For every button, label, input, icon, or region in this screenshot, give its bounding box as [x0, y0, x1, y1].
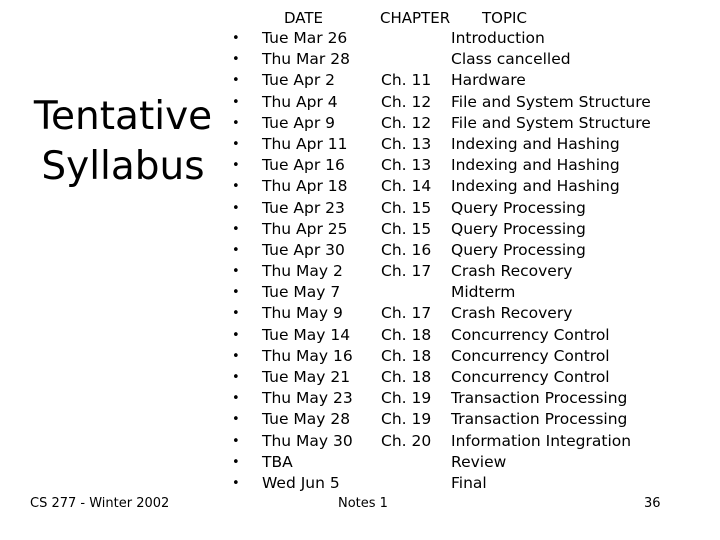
row-date: Thu May 16: [262, 346, 353, 365]
list-item: [0, 325, 720, 346]
row-chapter: Ch. 18: [381, 346, 432, 365]
row-chapter: Ch. 12: [381, 92, 432, 111]
title-line-2: Syllabus: [41, 144, 205, 189]
row-topic: Final: [451, 473, 487, 492]
row-date: Tue May 28: [262, 410, 351, 429]
row-chapter: Ch. 17: [381, 304, 432, 323]
row-chapter: Ch. 11: [381, 71, 432, 90]
row-date: Tue Apr 2: [262, 71, 336, 90]
bullet-icon: •: [232, 412, 240, 428]
row-chapter: Ch. 18: [381, 368, 432, 386]
bullet-icon: •: [232, 73, 240, 89]
row-date: Tue Apr 9: [262, 113, 336, 132]
row-date: Thu Apr 4: [262, 92, 338, 111]
bullet-icon: •: [232, 454, 240, 470]
row-date: Tue Apr 30: [262, 240, 345, 259]
row-topic: Review: [451, 452, 507, 471]
row-topic: Query Processing: [451, 219, 586, 238]
list-item: [0, 219, 720, 240]
list-item: [0, 92, 720, 113]
bullet-icon: •: [232, 348, 240, 364]
title-line-1: Tentative: [33, 94, 213, 139]
row-topic: Information Integration: [451, 431, 632, 450]
header-topic: TOPIC: [482, 9, 527, 27]
row-topic: Midterm: [451, 283, 516, 302]
bullet-icon: •: [232, 52, 240, 68]
bullet-icon: •: [232, 306, 240, 322]
row-topic: Introduction: [451, 29, 545, 47]
list-item: [0, 155, 720, 176]
list-item: [0, 452, 720, 473]
bullet-icon: •: [232, 94, 240, 110]
row-topic: Concurrency Control: [451, 325, 610, 344]
row-chapter: Ch. 15: [381, 198, 432, 217]
row-date: Wed Jun 5: [262, 473, 340, 492]
footer-page-number: 36: [644, 496, 661, 511]
bullet-icon: •: [232, 327, 240, 343]
list-item: [0, 261, 720, 282]
row-topic: Concurrency Control: [451, 346, 610, 365]
row-chapter: Ch. 13: [381, 134, 432, 153]
row-topic: Concurrency Control: [451, 368, 610, 386]
row-date: Thu Apr 18: [262, 177, 348, 196]
list-item: [0, 388, 720, 409]
row-topic: Transaction Processing: [451, 389, 628, 408]
bullet-icon: •: [232, 285, 240, 301]
row-date: Tue May 7: [262, 283, 341, 302]
list-item: [0, 367, 720, 388]
bullet-icon: •: [232, 31, 240, 46]
row-topic: Indexing and Hashing: [451, 177, 620, 196]
list-item: [0, 176, 720, 197]
bullet-icon: •: [232, 179, 240, 195]
syllabus-list: [0, 28, 720, 494]
row-date: Thu Apr 11: [262, 134, 348, 153]
bullet-icon: •: [232, 370, 240, 385]
header-date: DATE: [284, 9, 324, 27]
bullet-icon: •: [232, 264, 240, 280]
list-item: [0, 282, 720, 303]
row-date: Thu May 2: [262, 262, 343, 281]
row-date: Tue May 21: [262, 368, 351, 386]
bullet-icon: •: [232, 391, 240, 407]
bullet-icon: •: [232, 158, 240, 174]
row-topic: Crash Recovery: [451, 262, 573, 281]
row-topic: Indexing and Hashing: [451, 134, 620, 153]
row-date: Thu Mar 28: [262, 50, 350, 69]
list-item: [0, 49, 720, 70]
bullet-icon: •: [232, 200, 240, 216]
bullet-icon: •: [232, 136, 240, 152]
row-chapter: Ch. 13: [381, 156, 432, 175]
row-topic: Crash Recovery: [451, 304, 573, 323]
row-date: Tue Apr 16: [262, 156, 345, 175]
footer-notes: Notes 1: [338, 496, 388, 511]
row-topic: Class cancelled: [451, 50, 571, 69]
row-topic: File and System Structure: [451, 113, 651, 132]
row-date: Thu May 30: [262, 431, 353, 450]
row-date: Thu Apr 25: [262, 219, 348, 238]
list-item: [0, 70, 720, 91]
row-date: Thu May 9: [262, 304, 343, 323]
bullet-icon: •: [232, 115, 240, 131]
row-chapter: Ch. 19: [381, 389, 432, 408]
row-date: TBA: [262, 452, 293, 471]
row-topic: File and System Structure: [451, 92, 651, 111]
row-topic: Query Processing: [451, 198, 586, 217]
row-chapter: Ch. 16: [381, 240, 432, 259]
row-date: Tue Mar 26: [262, 29, 348, 47]
list-item: [0, 409, 720, 430]
row-chapter: Ch. 19: [381, 410, 432, 429]
footer-course: CS 277 - Winter 2002: [30, 496, 170, 511]
row-topic: Hardware: [451, 71, 526, 90]
list-item: [0, 134, 720, 155]
list-item: [0, 198, 720, 219]
row-chapter: Ch. 17: [381, 262, 432, 281]
bullet-icon: •: [232, 433, 240, 449]
bullet-icon: •: [232, 221, 240, 237]
row-chapter: Ch. 15: [381, 219, 432, 238]
row-topic: Transaction Processing: [451, 410, 628, 429]
row-chapter: Ch. 14: [381, 177, 432, 196]
header-chapter: CHAPTER: [380, 9, 451, 27]
row-topic: Indexing and Hashing: [451, 156, 620, 175]
row-date: Thu May 23: [262, 389, 353, 408]
list-item: [0, 303, 720, 324]
list-item: [0, 28, 720, 49]
row-topic: Query Processing: [451, 240, 586, 259]
list-item: [0, 113, 720, 134]
list-item: [0, 240, 720, 261]
row-chapter: Ch. 12: [381, 113, 432, 132]
list-item: [0, 346, 720, 367]
list-item: [0, 473, 720, 494]
bullet-icon: •: [232, 242, 240, 258]
row-date: Tue May 14: [262, 325, 351, 344]
list-item: [0, 431, 720, 452]
bullet-icon: •: [232, 475, 240, 491]
row-chapter: Ch. 18: [381, 325, 432, 344]
row-date: Tue Apr 23: [262, 198, 345, 217]
row-chapter: Ch. 20: [381, 431, 432, 450]
